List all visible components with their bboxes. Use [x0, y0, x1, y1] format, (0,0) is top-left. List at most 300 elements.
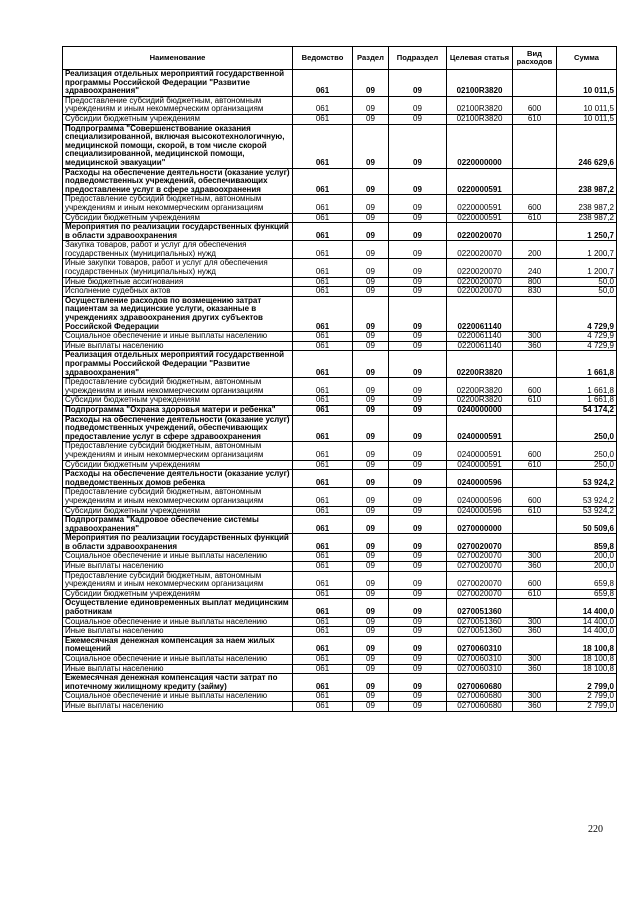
cell-subsection: 09: [389, 351, 447, 378]
cell-name: Осуществление расходов по возмещению затрат пациентам за медицинские услуги, оказанные в учреждениях здравоохранения других субъектов Российской Федерации: [63, 296, 293, 331]
cell-subsection: 09: [389, 195, 447, 213]
table-row: [63, 396, 617, 406]
cell-sum: 14 400,0: [557, 599, 617, 617]
cell-target: 0270020070: [447, 571, 513, 589]
cell-sum: 659,8: [557, 571, 617, 589]
cell-subsection: 09: [389, 277, 447, 287]
table-row: [63, 287, 617, 297]
cell-expense-type: [513, 415, 557, 442]
table-row: [63, 506, 617, 516]
cell-section: 09: [353, 636, 389, 654]
cell-name: Субсидии бюджетным учреждениям: [63, 506, 293, 516]
cell-dept: 061: [293, 627, 353, 637]
cell-target: 0220061140: [447, 296, 513, 331]
cell-subsection: 09: [389, 259, 447, 277]
cell-subsection: 09: [389, 552, 447, 562]
cell-dept: 061: [293, 506, 353, 516]
cell-sum: 53 924,2: [557, 470, 617, 488]
cell-subsection: 09: [389, 516, 447, 534]
cell-sum: 53 924,2: [557, 488, 617, 506]
cell-section: 09: [353, 534, 389, 552]
cell-expense-type: 600: [513, 571, 557, 589]
cell-expense-type: [513, 636, 557, 654]
table-row: [63, 213, 617, 223]
cell-expense-type: 800: [513, 277, 557, 287]
cell-target: 0220020070: [447, 287, 513, 297]
cell-dept: 061: [293, 277, 353, 287]
cell-subsection: 09: [389, 442, 447, 460]
cell-section: 09: [353, 516, 389, 534]
cell-target: 02200R3820: [447, 396, 513, 406]
cell-dept: 061: [293, 378, 353, 396]
cell-name: Социальное обеспечение и иные выплаты населению: [63, 552, 293, 562]
cell-expense-type: [513, 674, 557, 692]
cell-section: 09: [353, 213, 389, 223]
cell-section: 09: [353, 296, 389, 331]
table-row: [63, 571, 617, 589]
cell-subsection: 09: [389, 627, 447, 637]
cell-expense-type: 610: [513, 460, 557, 470]
cell-subsection: 09: [389, 636, 447, 654]
cell-dept: 061: [293, 692, 353, 702]
cell-subsection: 09: [389, 488, 447, 506]
cell-section: 09: [353, 562, 389, 572]
table-row: [63, 460, 617, 470]
cell-sum: 2 799,0: [557, 701, 617, 711]
cell-dept: 061: [293, 124, 353, 168]
cell-sum: 18 100,8: [557, 636, 617, 654]
cell-subsection: 09: [389, 589, 447, 599]
cell-dept: 061: [293, 664, 353, 674]
cell-expense-type: 830: [513, 287, 557, 297]
cell-section: 09: [353, 599, 389, 617]
cell-section: 09: [353, 378, 389, 396]
table-row: [63, 378, 617, 396]
cell-subsection: 09: [389, 287, 447, 297]
page-number: 220: [588, 824, 603, 835]
cell-target: 0270051360: [447, 617, 513, 627]
table-row: [63, 552, 617, 562]
cell-sum: 14 400,0: [557, 617, 617, 627]
cell-target: 0220000591: [447, 195, 513, 213]
cell-target: 0270020070: [447, 562, 513, 572]
cell-section: 09: [353, 341, 389, 351]
cell-section: 09: [353, 415, 389, 442]
cell-target: 0220061140: [447, 332, 513, 342]
cell-section: 09: [353, 114, 389, 124]
col-header-sum: Сумма: [557, 47, 617, 70]
cell-name: Ежемесячная денежная компенсация части затрат по ипотечному жилищному кредиту (займу): [63, 674, 293, 692]
cell-name: Подпрограмма "Кадровое обеспечение системы здравоохранения": [63, 516, 293, 534]
cell-sum: 1 200,7: [557, 241, 617, 259]
cell-expense-type: [513, 223, 557, 241]
cell-target: 0270060310: [447, 636, 513, 654]
cell-target: 0270020070: [447, 534, 513, 552]
cell-sum: 200,0: [557, 562, 617, 572]
cell-subsection: 09: [389, 460, 447, 470]
cell-name: Иные выплаты населению: [63, 627, 293, 637]
cell-section: 09: [353, 195, 389, 213]
cell-dept: 061: [293, 562, 353, 572]
cell-expense-type: 610: [513, 114, 557, 124]
table-row: [63, 168, 617, 195]
cell-sum: 238 987,2: [557, 195, 617, 213]
table-row: [63, 534, 617, 552]
cell-target: 0220020070: [447, 241, 513, 259]
cell-expense-type: 600: [513, 378, 557, 396]
cell-expense-type: 600: [513, 195, 557, 213]
cell-section: 09: [353, 241, 389, 259]
col-header-name: Наименование: [63, 47, 293, 70]
cell-sum: 2 799,0: [557, 692, 617, 702]
cell-target: 0240000596: [447, 470, 513, 488]
cell-section: 09: [353, 617, 389, 627]
cell-sum: 250,0: [557, 460, 617, 470]
table-row: [63, 470, 617, 488]
cell-sum: 659,8: [557, 589, 617, 599]
table-row: [63, 627, 617, 637]
cell-sum: 10 011,5: [557, 70, 617, 97]
cell-subsection: 09: [389, 341, 447, 351]
cell-dept: 061: [293, 599, 353, 617]
cell-sum: 246 629,6: [557, 124, 617, 168]
cell-target: 0270020070: [447, 552, 513, 562]
cell-dept: 061: [293, 589, 353, 599]
cell-subsection: 09: [389, 296, 447, 331]
cell-name: Субсидии бюджетным учреждениям: [63, 213, 293, 223]
cell-expense-type: [513, 124, 557, 168]
cell-name: Ежемесячная денежная компенсация за наем жилых помещений: [63, 636, 293, 654]
table-row: [63, 114, 617, 124]
cell-name: Предоставление субсидий бюджетным, автономным учреждениям и иным некоммерческим организациям: [63, 488, 293, 506]
cell-name: Социальное обеспечение и иные выплаты населению: [63, 617, 293, 627]
cell-sum: 18 100,8: [557, 655, 617, 665]
cell-expense-type: 300: [513, 655, 557, 665]
cell-sum: 54 174,2: [557, 405, 617, 415]
cell-dept: 061: [293, 168, 353, 195]
cell-target: 0240000591: [447, 442, 513, 460]
cell-sum: 4 729,9: [557, 332, 617, 342]
table-row: [63, 96, 617, 114]
cell-target: 0270060680: [447, 692, 513, 702]
table-row: [63, 664, 617, 674]
cell-expense-type: [513, 296, 557, 331]
cell-target: 02200R3820: [447, 351, 513, 378]
cell-dept: 061: [293, 96, 353, 114]
cell-target: 0220000591: [447, 213, 513, 223]
cell-expense-type: 610: [513, 589, 557, 599]
cell-sum: 10 011,5: [557, 114, 617, 124]
cell-section: 09: [353, 124, 389, 168]
cell-name: Иные выплаты населению: [63, 341, 293, 351]
table-row: [63, 442, 617, 460]
cell-sum: 18 100,8: [557, 664, 617, 674]
table-row: [63, 296, 617, 331]
cell-expense-type: [513, 470, 557, 488]
cell-name: Мероприятия по реализации государственных функций в области здравоохранения: [63, 223, 293, 241]
cell-target: 0270000000: [447, 516, 513, 534]
cell-subsection: 09: [389, 692, 447, 702]
cell-dept: 061: [293, 287, 353, 297]
cell-dept: 061: [293, 415, 353, 442]
cell-name: Мероприятия по реализации государственных функций в области здравоохранения: [63, 534, 293, 552]
cell-subsection: 09: [389, 405, 447, 415]
cell-dept: 061: [293, 259, 353, 277]
cell-sum: 859,8: [557, 534, 617, 552]
cell-target: 02100R3820: [447, 96, 513, 114]
cell-expense-type: 300: [513, 552, 557, 562]
cell-target: 02100R3820: [447, 114, 513, 124]
cell-subsection: 09: [389, 655, 447, 665]
cell-name: Реализация отдельных мероприятий государственной программы Российской Федерации "Развитие здравоохранения": [63, 351, 293, 378]
table-row: [63, 655, 617, 665]
cell-dept: 061: [293, 241, 353, 259]
cell-section: 09: [353, 460, 389, 470]
cell-name: Закупка товаров, работ и услуг для обеспечения государственных (муниципальных) нужд: [63, 241, 293, 259]
cell-dept: 061: [293, 341, 353, 351]
cell-expense-type: 240: [513, 259, 557, 277]
cell-sum: 4 729,9: [557, 341, 617, 351]
cell-target: 0220020070: [447, 259, 513, 277]
cell-section: 09: [353, 627, 389, 637]
table-row: [63, 617, 617, 627]
cell-expense-type: 610: [513, 213, 557, 223]
cell-target: 0240000591: [447, 415, 513, 442]
cell-target: 0220000000: [447, 124, 513, 168]
cell-dept: 061: [293, 701, 353, 711]
cell-section: 09: [353, 259, 389, 277]
cell-sum: 238 987,2: [557, 168, 617, 195]
col-header-dept: Ведомство: [293, 47, 353, 70]
cell-sum: 50 509,6: [557, 516, 617, 534]
table-row: [63, 701, 617, 711]
table-row: [63, 277, 617, 287]
table-row: [63, 599, 617, 617]
cell-expense-type: 300: [513, 692, 557, 702]
cell-expense-type: 600: [513, 488, 557, 506]
cell-name: Предоставление субсидий бюджетным, автономным учреждениям и иным некоммерческим организациям: [63, 571, 293, 589]
cell-expense-type: 360: [513, 562, 557, 572]
cell-sum: 14 400,0: [557, 627, 617, 637]
cell-name: Расходы на обеспечение деятельности (оказание услуг) подведомственных домов ребенка: [63, 470, 293, 488]
cell-section: 09: [353, 442, 389, 460]
table-row: [63, 241, 617, 259]
cell-dept: 061: [293, 470, 353, 488]
cell-subsection: 09: [389, 124, 447, 168]
cell-name: Субсидии бюджетным учреждениям: [63, 396, 293, 406]
cell-name: Иные выплаты населению: [63, 664, 293, 674]
table-row: [63, 562, 617, 572]
cell-name: Иные закупки товаров, работ и услуг для обеспечения государственных (муниципальных) нужд: [63, 259, 293, 277]
cell-dept: 061: [293, 195, 353, 213]
cell-sum: 50,0: [557, 287, 617, 297]
col-header-section: Раздел: [353, 47, 389, 70]
cell-section: 09: [353, 168, 389, 195]
cell-section: 09: [353, 488, 389, 506]
col-header-target: Целевая статья: [447, 47, 513, 70]
cell-subsection: 09: [389, 506, 447, 516]
cell-subsection: 09: [389, 168, 447, 195]
cell-sum: 200,0: [557, 552, 617, 562]
cell-section: 09: [353, 287, 389, 297]
cell-target: 0220000591: [447, 168, 513, 195]
cell-dept: 061: [293, 114, 353, 124]
cell-section: 09: [353, 692, 389, 702]
cell-name: Иные бюджетные ассигнования: [63, 277, 293, 287]
cell-dept: 061: [293, 516, 353, 534]
cell-section: 09: [353, 664, 389, 674]
cell-subsection: 09: [389, 571, 447, 589]
cell-subsection: 09: [389, 223, 447, 241]
table-row: [63, 195, 617, 213]
cell-expense-type: 360: [513, 701, 557, 711]
cell-subsection: 09: [389, 332, 447, 342]
cell-name: Предоставление субсидий бюджетным, автономным учреждениям и иным некоммерческим организациям: [63, 378, 293, 396]
budget-table: [62, 46, 617, 712]
cell-dept: 061: [293, 332, 353, 342]
cell-name: Осуществление единовременных выплат медицинским работникам: [63, 599, 293, 617]
cell-name: Расходы на обеспечение деятельности (оказание услуг) подведомственных учреждений, обеспечивающих предоставление услуг в сфере здравоохранения: [63, 168, 293, 195]
cell-expense-type: 600: [513, 96, 557, 114]
cell-dept: 061: [293, 571, 353, 589]
cell-name: Предоставление субсидий бюджетным, автономным учреждениям и иным некоммерческим организациям: [63, 96, 293, 114]
table-row: [63, 351, 617, 378]
cell-target: 0220061140: [447, 341, 513, 351]
cell-dept: 061: [293, 488, 353, 506]
cell-expense-type: [513, 168, 557, 195]
cell-target: 02200R3820: [447, 378, 513, 396]
table-row: [63, 341, 617, 351]
cell-name: Реализация отдельных мероприятий государственной программы Российской Федерации "Развитие здравоохранения": [63, 70, 293, 97]
table-row: [63, 674, 617, 692]
table-row: [63, 124, 617, 168]
cell-name: Предоставление субсидий бюджетным, автономным учреждениям и иным некоммерческим организациям: [63, 442, 293, 460]
cell-sum: 1 661,8: [557, 351, 617, 378]
table-row: [63, 589, 617, 599]
cell-subsection: 09: [389, 664, 447, 674]
cell-sum: 250,0: [557, 415, 617, 442]
cell-sum: 1 661,8: [557, 396, 617, 406]
table-row: [63, 405, 617, 415]
cell-section: 09: [353, 70, 389, 97]
cell-sum: 1 661,8: [557, 378, 617, 396]
cell-expense-type: 360: [513, 664, 557, 674]
cell-subsection: 09: [389, 378, 447, 396]
cell-sum: 50,0: [557, 277, 617, 287]
table-row: [63, 516, 617, 534]
cell-section: 09: [353, 351, 389, 378]
cell-section: 09: [353, 674, 389, 692]
cell-name: Предоставление субсидий бюджетным, автономным учреждениям и иным некоммерческим организациям: [63, 195, 293, 213]
cell-name: Социальное обеспечение и иные выплаты населению: [63, 332, 293, 342]
cell-dept: 061: [293, 636, 353, 654]
cell-dept: 061: [293, 655, 353, 665]
cell-sum: 2 799,0: [557, 674, 617, 692]
cell-target: 0270060680: [447, 674, 513, 692]
cell-expense-type: 360: [513, 341, 557, 351]
cell-subsection: 09: [389, 70, 447, 97]
cell-dept: 061: [293, 552, 353, 562]
cell-dept: 061: [293, 213, 353, 223]
cell-target: 0270051360: [447, 627, 513, 637]
cell-name: Иные выплаты населению: [63, 562, 293, 572]
cell-subsection: 09: [389, 96, 447, 114]
cell-dept: 061: [293, 396, 353, 406]
cell-name: Субсидии бюджетным учреждениям: [63, 460, 293, 470]
cell-subsection: 09: [389, 599, 447, 617]
cell-expense-type: [513, 534, 557, 552]
cell-target: 02100R3820: [447, 70, 513, 97]
table-row: [63, 636, 617, 654]
col-header-expense-type: Вид расходов: [513, 47, 557, 70]
cell-expense-type: 300: [513, 617, 557, 627]
cell-expense-type: [513, 70, 557, 97]
cell-name: Подпрограмма "Совершенствование оказания специализированной, включая высокотехнологичную, медицинской помощи, скорой, в том числе скорой специализированной, медицинской помощи, медицинской эвакуации": [63, 124, 293, 168]
cell-section: 09: [353, 396, 389, 406]
table-row: [63, 332, 617, 342]
cell-section: 09: [353, 506, 389, 516]
cell-expense-type: 200: [513, 241, 557, 259]
cell-name: Исполнение судебных актов: [63, 287, 293, 297]
cell-dept: 061: [293, 405, 353, 415]
cell-subsection: 09: [389, 470, 447, 488]
cell-dept: 061: [293, 296, 353, 331]
cell-section: 09: [353, 470, 389, 488]
cell-subsection: 09: [389, 562, 447, 572]
cell-target: 0270060310: [447, 664, 513, 674]
cell-expense-type: 300: [513, 332, 557, 342]
cell-target: 0240000596: [447, 488, 513, 506]
col-header-subsection: Подраздел: [389, 47, 447, 70]
cell-subsection: 09: [389, 617, 447, 627]
cell-expense-type: [513, 351, 557, 378]
cell-target: 0270020070: [447, 589, 513, 599]
cell-section: 09: [353, 589, 389, 599]
cell-subsection: 09: [389, 415, 447, 442]
cell-name: Расходы на обеспечение деятельности (оказание услуг) подведомственных учреждений, обеспечивающих предоставление услуг в сфере здравоохранения: [63, 415, 293, 442]
cell-name: Иные выплаты населению: [63, 701, 293, 711]
table-row: [63, 415, 617, 442]
cell-name: Социальное обеспечение и иные выплаты населению: [63, 692, 293, 702]
cell-section: 09: [353, 332, 389, 342]
cell-dept: 061: [293, 223, 353, 241]
cell-subsection: 09: [389, 213, 447, 223]
cell-subsection: 09: [389, 701, 447, 711]
cell-expense-type: [513, 516, 557, 534]
cell-target: 0240000000: [447, 405, 513, 415]
cell-subsection: 09: [389, 674, 447, 692]
cell-target: 0240000596: [447, 506, 513, 516]
table-header-row: [63, 47, 617, 70]
table-row: [63, 259, 617, 277]
cell-name: Субсидии бюджетным учреждениям: [63, 114, 293, 124]
cell-expense-type: 360: [513, 627, 557, 637]
table-row: [63, 692, 617, 702]
cell-subsection: 09: [389, 241, 447, 259]
cell-sum: 1 250,7: [557, 223, 617, 241]
cell-section: 09: [353, 277, 389, 287]
cell-target: 0240000591: [447, 460, 513, 470]
cell-sum: 1 200,7: [557, 259, 617, 277]
cell-dept: 061: [293, 442, 353, 460]
cell-expense-type: 610: [513, 396, 557, 406]
cell-expense-type: 610: [513, 506, 557, 516]
cell-name: Субсидии бюджетным учреждениям: [63, 589, 293, 599]
cell-section: 09: [353, 701, 389, 711]
cell-subsection: 09: [389, 534, 447, 552]
cell-expense-type: [513, 405, 557, 415]
cell-expense-type: 600: [513, 442, 557, 460]
